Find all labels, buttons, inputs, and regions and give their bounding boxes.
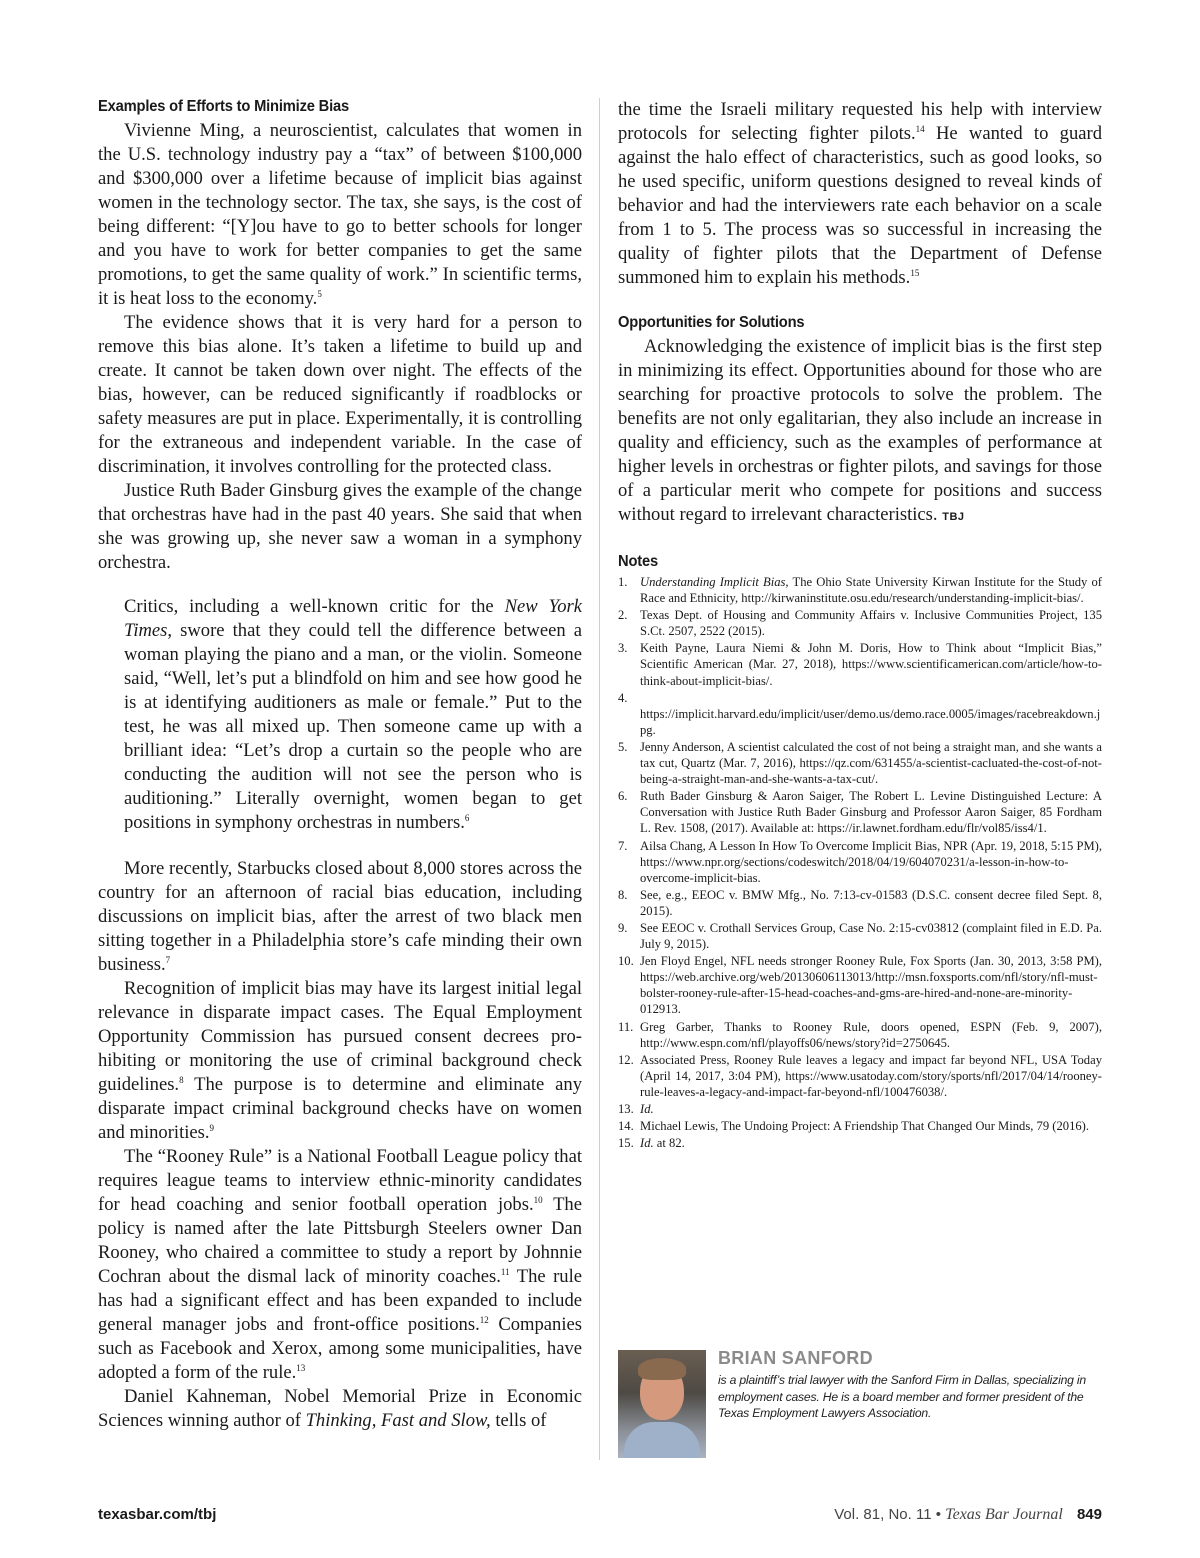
note-number: 13. xyxy=(618,1102,634,1116)
footnote-ref[interactable]: 9 xyxy=(209,1122,215,1133)
note-item xyxy=(618,887,1102,919)
note-item xyxy=(618,953,1102,1017)
note-text: Ailsa Chang, A Lesson In How To Overcome Implicit Bias, NPR (Apr. 19, 2018, 5:15 PM), https://www.npr.org/sections/codeswitch/2018/04/19/604070231/a-lesson-in-how-to-overcome-implicit-bias. xyxy=(640,838,1102,885)
footnote-ref[interactable]: 12 xyxy=(479,1314,489,1325)
note-number: 14. xyxy=(618,1119,634,1134)
note-text: Texas Dept. of Housing and Community Affairs v. Inclusive Communities Project, 135 S.Ct. 2507, 2522 (2015). xyxy=(640,608,1102,639)
footnote-ref[interactable]: 15 xyxy=(910,267,920,278)
note-item xyxy=(618,574,1102,606)
note-item xyxy=(618,690,1102,738)
note-item xyxy=(618,1052,1102,1100)
note-text: See, e.g., EEOC v. BMW Mfg., No. 7:13-cv-01583 (D.S.C. consent decree filed Sept. 8, 2015). xyxy=(640,887,1102,918)
note-number: 9. xyxy=(618,920,628,935)
footnote-ref[interactable]: 7 xyxy=(165,954,171,965)
note-number: 4. xyxy=(618,690,628,705)
note-number: 10. xyxy=(618,954,634,969)
footnote-ref[interactable]: 8 xyxy=(179,1074,184,1085)
paragraph: the time the Israeli military requested his help with interview protocols for selecting fighter pilots.$^{14}$ He wanted to guard against the halo effect of characteristics, such as good looks, so he used specific, uniform questions designed to reveal kinds of behavior and had the interviewers rate each behavior on a scale from 1 to 5. The process was so successful in increasing the quality of fighter pilots that the Department of Defense summoned him to explain his methods.$^{15}$ xyxy=(618,99,1102,288)
column-divider xyxy=(599,98,600,1460)
left-column xyxy=(98,98,582,1433)
notes-list xyxy=(618,574,1102,1151)
right-column xyxy=(618,98,1102,1152)
note-item xyxy=(618,1019,1102,1051)
footer-site-link[interactable]: texasbar.com/tbj xyxy=(98,1506,217,1523)
note-text: https://implicit.harvard.edu/implicit/user/demo.us/demo.race.0005/images/racebreakdown.jpg. xyxy=(640,706,1101,737)
section-heading-examples: Examples of Efforts to Minimize Bias xyxy=(98,98,350,115)
note-text: Jenny Anderson, A scientist calculated the cost of not being a straight man, and she wants a tax cut, Quartz (Mar. 7, 2016), https://qz.com/631455/a-scientist-cacluated-the-cost-of-not-being-a-straight-man-and-she-wants-a-tax-cut/. xyxy=(640,739,1102,787)
note-item xyxy=(618,607,1102,639)
note-number: 7. xyxy=(618,838,628,853)
paragraph: Recognition of implicit bias may have its largest initial legal relevance in disparate impact cases. The Equal Employment Opportunity Commission has pursued consent decrees prohibiting or monitoring the use of criminal background check guidelines.$^8$ The purpose is to determine and eliminate any disparate impact criminal background checks have on women and minorities.$^9$ xyxy=(98,978,582,1143)
author-box xyxy=(618,1348,1102,1458)
note-item xyxy=(618,1118,1102,1134)
note-text: Michael Lewis, The Undoing Project: A Friendship That Changed Our Minds, 79 (2016). xyxy=(640,1119,1090,1134)
note-italic: Id. xyxy=(640,1136,654,1151)
note-number: 1. xyxy=(618,575,628,589)
paragraph: The evidence shows that it is very hard for a person to remove this bias alone. It’s taken a lifetime to build up and create. It cannot be taken down over night. The effects of the bias, however, can be reduced significantly if roadblocks or safety measures are put in place. Experimentally, it is controlling for the extraneous and independent variable. In the case of discrimination, it involves controlling for the protected class. xyxy=(98,312,582,477)
paragraph: Daniel Kahneman, Nobel Memorial Prize in Economic Sciences winning author of Thinking, Fast and Slow, tells of xyxy=(98,1386,582,1431)
note-text: Keith Payne, Laura Niemi & John M. Doris, How to Think about “Implicit Bias,” Scientific American (Mar. 27, 2018), https://www.scientificamerican.com/article/how-to-think-about-implicit-bias/. xyxy=(640,641,1102,688)
section-heading-opportunities: Opportunities for Solutions xyxy=(618,314,805,331)
note-number: 12. xyxy=(618,1052,634,1067)
footnote-ref[interactable]: 5 xyxy=(317,288,322,299)
paragraph: More recently, Starbucks closed about 8,000 stores across the country for an afternoon of racial bias education, including discussions on implicit bias, after the arrest of two black men sitting together in a Philadelphia store’s cafe minding their own business.$^7$ xyxy=(98,858,582,975)
note-number: 3. xyxy=(618,641,628,656)
note-number: 15. xyxy=(618,1136,634,1151)
note-text: The Ohio State University Kirwan Institute for the Study of Race and Ethnicity, http://kirwaninstitute.osu.edu/research/understanding-implicit-bias/. xyxy=(640,575,1102,606)
footer-volume: Vol. 81, No. 11 xyxy=(834,1506,932,1523)
footer-bullet: • xyxy=(935,1506,941,1523)
note-item xyxy=(618,838,1102,886)
note-number: 5. xyxy=(618,739,628,754)
note-item xyxy=(618,1101,1102,1117)
block-quote: Critics, including a well-known critic for the New York Times, swore that they could tell the difference between a woman playing the piano and a man, or the violin. Someone said, “Well, let’s put a blindfold on him and see how good he is at identifying auditioners as male or female.” Put to the test, he was all mixed up. Then someone came up with a brilliant idea: “Let’s drop a curtain so the people who are conducting the audition will not see the person who is auditioning.” Literally overnight, women began to get positions in symphony orchestras in numbers.$^6$ xyxy=(124,596,583,833)
paragraph: Justice Ruth Bader Ginsburg gives the example of the change that orchestras have had in the past 40 years. She said that when she was growing up, she never saw a woman in a symphony orchestra. xyxy=(98,480,582,573)
note-number: 8. xyxy=(618,887,628,902)
note-item xyxy=(618,739,1102,787)
end-mark: TBJ xyxy=(942,511,965,523)
note-number: 2. xyxy=(618,608,628,623)
note-text: Jen Floyd Engel, NFL needs stronger Rooney Rule, Fox Sports (Jan. 30, 2013, 3:58 PM), https://web.archive.org/web/20130606113013/http://msn.foxsports.com/nfl/story/nfl-must-bolster-rooney-rule-after-15-head-coaches-and-gms-are-hired-and-none-are-minority-012913. xyxy=(640,954,1102,1017)
note-text: Greg Garber, Thanks to Rooney Rule, doors opened, ESPN (Feb. 9, 2007), http://www.espn.com/nfl/playoffs06/news/story?id=2750645. xyxy=(640,1019,1102,1050)
note-number: 11. xyxy=(618,1019,634,1034)
paragraph: The “Rooney Rule” is a National Football League policy that requires league teams to interview ethnic-minority candidates for head coaching and senior football operation jobs.$^{10}$ The policy is named after the late Pittsburgh Steelers owner Dan Rooney, who chaired a committee to study a report by Johnnie Cochran about the dismal lack of minority coaches.$^{11}$ The rule has had a significant effect and has been expanded to include general manager jobs and front-office positions.$^{12}$ Companies such as Facebook and Xerox, among some municipalities, have adopted a form of the rule.$^{13}$ xyxy=(98,1146,583,1383)
author-bio: is a plaintiff’s trial lawyer with the Sanford Firm in Dallas, specializing in employment cases. He is a board member and former president of the Texas Employment Lawyers Association. xyxy=(718,1373,1087,1420)
note-item xyxy=(618,1135,1102,1151)
note-number: 6. xyxy=(618,789,628,804)
footer-journal: Texas Bar Journal xyxy=(945,1506,1063,1523)
page-number: 849 xyxy=(1076,1506,1102,1523)
footer-issue-info xyxy=(834,1506,1102,1524)
note-italic: Understanding Implicit Bias, xyxy=(640,575,789,589)
note-item xyxy=(618,640,1102,688)
paragraph: Acknowledging the existence of implicit bias is the first step in minimizing its effect. Opportunities abound for those who are searching for proactive protocols to solve the problem. The benefits are not only egalitarian, they also include an increase in quality and efficiency, such as the examples of performance at higher levels in orchestras or fighter pilots, and savings for those of a particular merit who compete for positions and success without regard to irrelevant characteristics. TBJ xyxy=(618,336,1102,525)
footnote-ref[interactable]: 10 xyxy=(533,1194,543,1205)
note-italic: Id. xyxy=(640,1102,654,1116)
footnote-ref[interactable]: 13 xyxy=(296,1362,306,1373)
note-text: Associated Press, Rooney Rule leaves a legacy and impact far beyond NFL, USA Today (April 14, 2017, 3:04 PM), https://www.usatoday.com/story/sports/nfl/2017/04/14/rooney-rule-leaves-a-legacy-and-impact-far-beyond-nfl/100476038/. xyxy=(640,1052,1102,1099)
note-item xyxy=(618,788,1102,836)
note-text: See EEOC v. Crothall Services Group, Case No. 2:15-cv03812 (complaint filed in E.D. Pa. July 9, 2015). xyxy=(640,920,1102,952)
note-item xyxy=(618,920,1102,952)
footnote-ref[interactable]: 6 xyxy=(464,812,470,823)
author-photo xyxy=(618,1350,706,1458)
note-text: at 82. xyxy=(653,1136,685,1151)
footnote-ref[interactable]: 14 xyxy=(915,123,925,134)
footnote-ref[interactable]: 11 xyxy=(500,1266,510,1277)
paragraph: Vivienne Ming, a neuroscientist, calculates that women in the U.S. technology industry pay a “tax” of between $100,000 and $300,000 over a lifetime because of implicit bias against women in the technology sector. The tax, she says, is the cost of being different: “[Y]ou have to go to better schools for longer and you have to work for better companies to get the same promotions, to get the same quality of work.” In scientific terms, it is heat loss to the economy.$^5$ xyxy=(98,120,582,309)
author-name: BRIAN SANFORD xyxy=(718,1348,873,1368)
note-text: Ruth Bader Ginsburg & Aaron Saiger, The Robert L. Levine Distinguished Lecture: A Conversation with Justice Ruth Bader Ginsburg and Professor Aaron Saiger, 85 Fordham L. Rev. 1508, (2017). Available at: https://ir.lawnet.fordham.edu/flr/vol85/iss4/1. xyxy=(640,789,1102,836)
notes-heading: Notes xyxy=(618,553,658,570)
